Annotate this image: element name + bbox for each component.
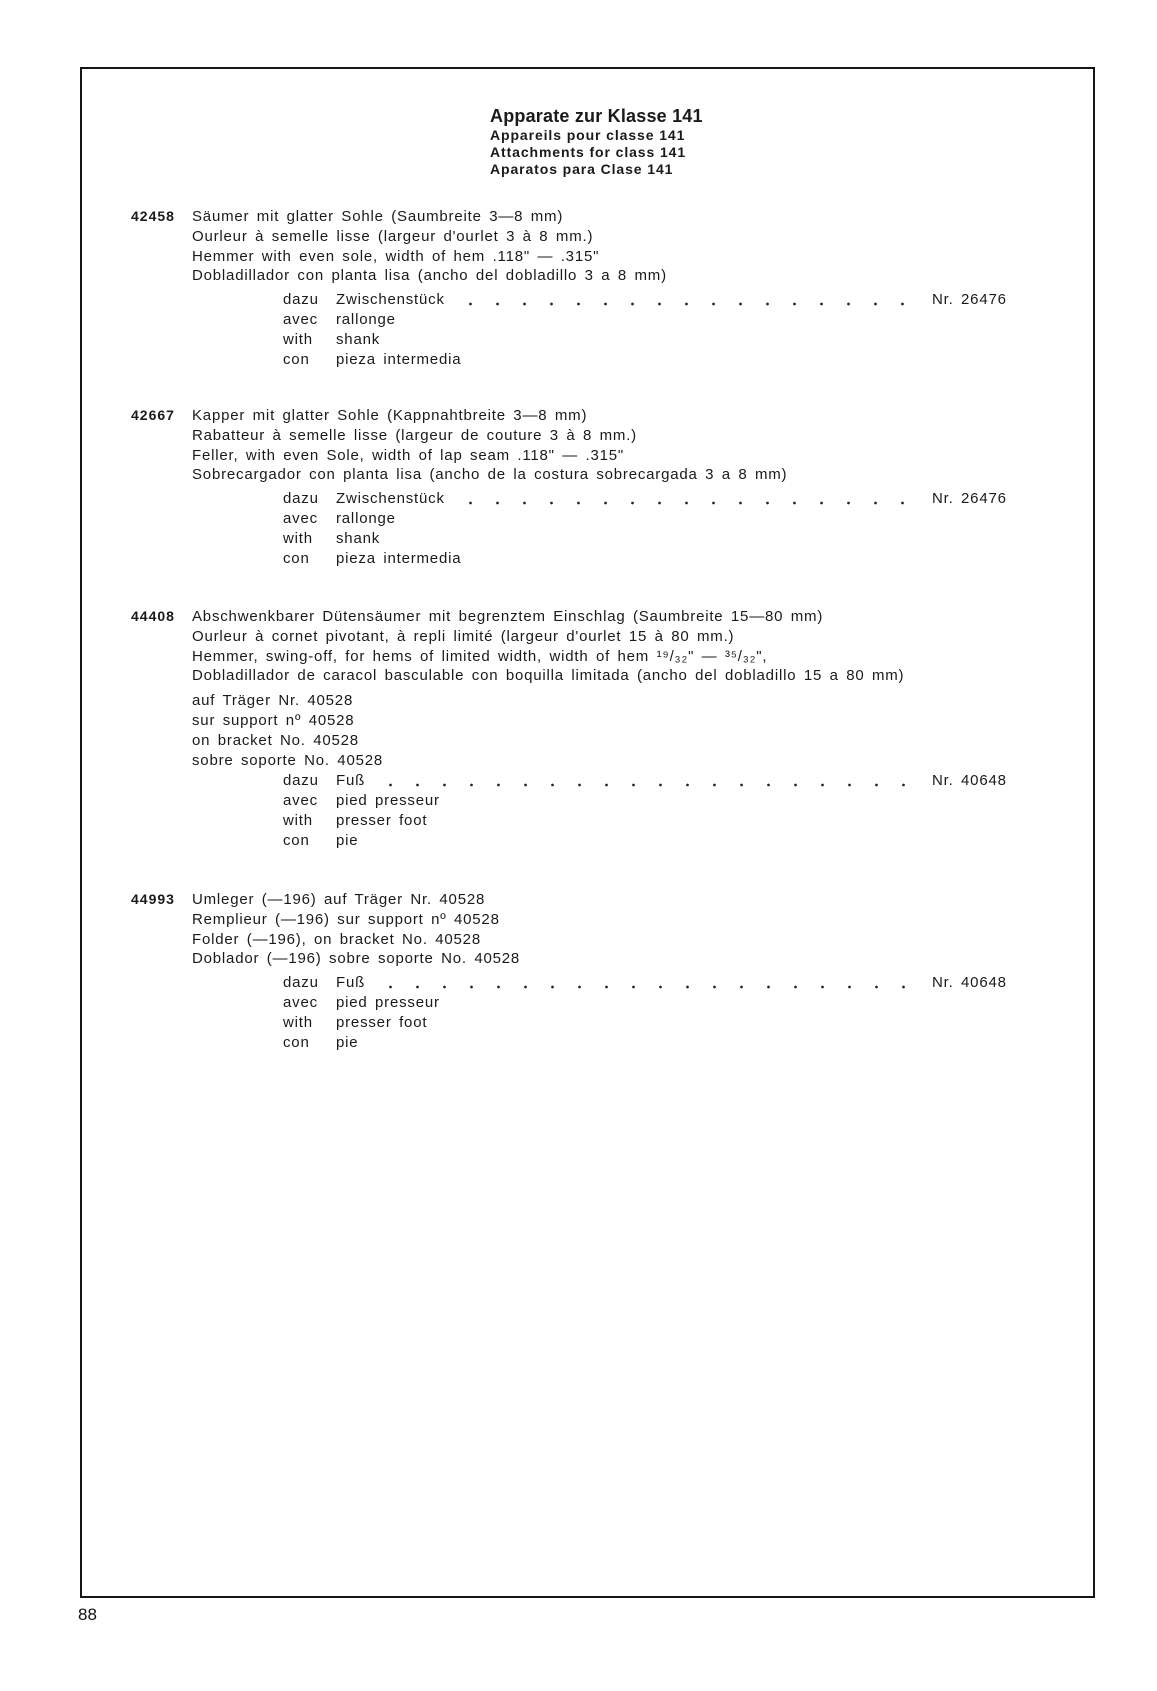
description-line-german: Säumer mit glatter Sohle (Saumbreite 3—8 mm) bbox=[192, 208, 564, 225]
bracket-line-german: auf Träger Nr. 40528 bbox=[192, 692, 354, 710]
part-label: with bbox=[283, 330, 313, 348]
part-reference-number: Nr. 40648 bbox=[932, 772, 1007, 790]
section-title: Apparate zur Klasse 141 bbox=[490, 106, 703, 126]
part-row bbox=[192, 549, 1010, 569]
part-label: avec bbox=[283, 509, 318, 527]
part-name: presser foot bbox=[336, 811, 428, 829]
part-row bbox=[192, 330, 1010, 350]
section-subtitle-english: Attachments for class 141 bbox=[490, 144, 687, 160]
dot-leader bbox=[457, 489, 922, 509]
part-label: con bbox=[283, 1033, 310, 1051]
article-number: 42667 bbox=[131, 407, 175, 423]
part-label: con bbox=[283, 549, 310, 567]
article-number: 42458 bbox=[131, 208, 175, 224]
dot-leader bbox=[377, 973, 922, 993]
part-name: Zwischenstück bbox=[336, 490, 445, 508]
part-reference-number: Nr. 26476 bbox=[932, 291, 1007, 309]
bracket-line-english: on bracket No. 40528 bbox=[192, 731, 359, 749]
catalog-entry-44993 bbox=[131, 890, 1010, 1052]
page-number: 88 bbox=[78, 1605, 97, 1624]
parts-list bbox=[192, 973, 1010, 1052]
description-line-german: Umleger (—196) auf Träger Nr. 40528 bbox=[192, 891, 486, 908]
part-name: pie bbox=[336, 1033, 359, 1051]
description-line-spanish: Doblador (—196) sobre soporte No. 40528 bbox=[192, 950, 521, 968]
part-label: dazu bbox=[283, 291, 319, 309]
bracket-line-french: sur support nº 40528 bbox=[192, 711, 355, 729]
part-reference-number: Nr. 26476 bbox=[932, 490, 1007, 508]
part-name: rallonge bbox=[336, 310, 396, 328]
part-row bbox=[192, 1013, 1010, 1033]
part-label: with bbox=[283, 1013, 313, 1031]
parts-list bbox=[192, 771, 1010, 850]
description-line-spanish: Dobladillador de caracol basculable con boquilla limitada (ancho del dobladillo 15 a 80 mm) bbox=[192, 667, 905, 685]
part-row bbox=[192, 310, 1010, 330]
part-row bbox=[192, 973, 1010, 993]
part-reference-number: Nr. 40648 bbox=[932, 974, 1007, 992]
part-name: shank bbox=[336, 330, 381, 348]
part-name: pied presseur bbox=[336, 993, 440, 1011]
section-subtitle-spanish: Aparatos para Clase 141 bbox=[490, 161, 674, 177]
part-row bbox=[192, 791, 1010, 811]
description-line-german: Kapper mit glatter Sohle (Kappnahtbreite 3—8 mm) bbox=[192, 407, 588, 424]
part-name: Zwischenstück bbox=[336, 291, 445, 309]
part-label: dazu bbox=[283, 974, 319, 992]
catalog-entry-42667 bbox=[131, 406, 1010, 568]
part-name: Fuß bbox=[336, 772, 366, 790]
part-row bbox=[192, 529, 1010, 549]
catalog-entry-42458 bbox=[131, 207, 1010, 369]
part-name: presser foot bbox=[336, 1013, 428, 1031]
parts-list bbox=[192, 290, 1010, 369]
part-row bbox=[192, 993, 1010, 1013]
bracket-line-spanish: sobre soporte No. 40528 bbox=[192, 751, 384, 769]
parts-list bbox=[192, 489, 1010, 568]
description-line-english: Feller, with even Sole, width of lap seam .118" — .315" bbox=[192, 446, 625, 464]
description-line-french: Ourleur à semelle lisse (largeur d'ourlet 3 à 8 mm.) bbox=[192, 227, 594, 245]
part-label: with bbox=[283, 529, 313, 547]
part-name: pieza intermedia bbox=[336, 350, 462, 368]
part-label: avec bbox=[283, 310, 318, 328]
description-line-spanish: Sobrecargador con planta lisa (ancho de la costura sobrecargada 3 a 8 mm) bbox=[192, 466, 788, 484]
part-label: avec bbox=[283, 993, 318, 1011]
part-name: Fuß bbox=[336, 974, 366, 992]
part-label: avec bbox=[283, 792, 318, 810]
dot-leader bbox=[457, 290, 922, 310]
part-row bbox=[192, 350, 1010, 370]
part-label: with bbox=[283, 811, 313, 829]
part-label: con bbox=[283, 350, 310, 368]
description-line-french: Rabatteur à semelle lisse (largeur de couture 3 à 8 mm.) bbox=[192, 426, 637, 444]
catalog-entry-44408 bbox=[131, 607, 1010, 851]
part-row bbox=[192, 771, 1010, 791]
description-line-german: Abschwenkbarer Dütensäumer mit begrenztem Einschlag (Saumbreite 15—80 mm) bbox=[192, 608, 824, 625]
description-line-french: Remplieur (—196) sur support nº 40528 bbox=[192, 910, 500, 928]
part-name: pied presseur bbox=[336, 792, 440, 810]
entry-description bbox=[192, 607, 1010, 686]
part-label: dazu bbox=[283, 772, 319, 790]
part-label: con bbox=[283, 831, 310, 849]
description-line-english: Folder (—196), on bracket No. 40528 bbox=[192, 930, 481, 948]
dot-leader bbox=[377, 771, 922, 791]
part-row bbox=[192, 290, 1010, 310]
description-line-english: Hemmer with even sole, width of hem .118" — .315" bbox=[192, 247, 600, 265]
section-header bbox=[490, 105, 703, 178]
part-row bbox=[192, 831, 1010, 851]
description-line-english: Hemmer, swing-off, for hems of limited width, width of hem ¹⁹/₃₂" — ³⁵/₃₂", bbox=[192, 647, 768, 665]
entry-description bbox=[192, 890, 1010, 969]
part-row bbox=[192, 509, 1010, 529]
part-row bbox=[192, 489, 1010, 509]
part-row bbox=[192, 811, 1010, 831]
article-number: 44993 bbox=[131, 891, 175, 907]
bracket-info bbox=[192, 691, 1010, 770]
article-number: 44408 bbox=[131, 608, 175, 624]
part-name: rallonge bbox=[336, 509, 396, 527]
entry-description bbox=[192, 207, 1010, 286]
description-line-spanish: Dobladillador con planta lisa (ancho del dobladillo 3 a 8 mm) bbox=[192, 267, 667, 285]
description-line-french: Ourleur à cornet pivotant, à repli limité (largeur d'ourlet 15 à 80 mm.) bbox=[192, 627, 735, 645]
part-name: pieza intermedia bbox=[336, 549, 462, 567]
part-row bbox=[192, 1033, 1010, 1053]
part-name: shank bbox=[336, 529, 381, 547]
part-name: pie bbox=[336, 831, 359, 849]
entry-description bbox=[192, 406, 1010, 485]
section-subtitle-french: Appareils pour classe 141 bbox=[490, 127, 686, 143]
part-label: dazu bbox=[283, 490, 319, 508]
